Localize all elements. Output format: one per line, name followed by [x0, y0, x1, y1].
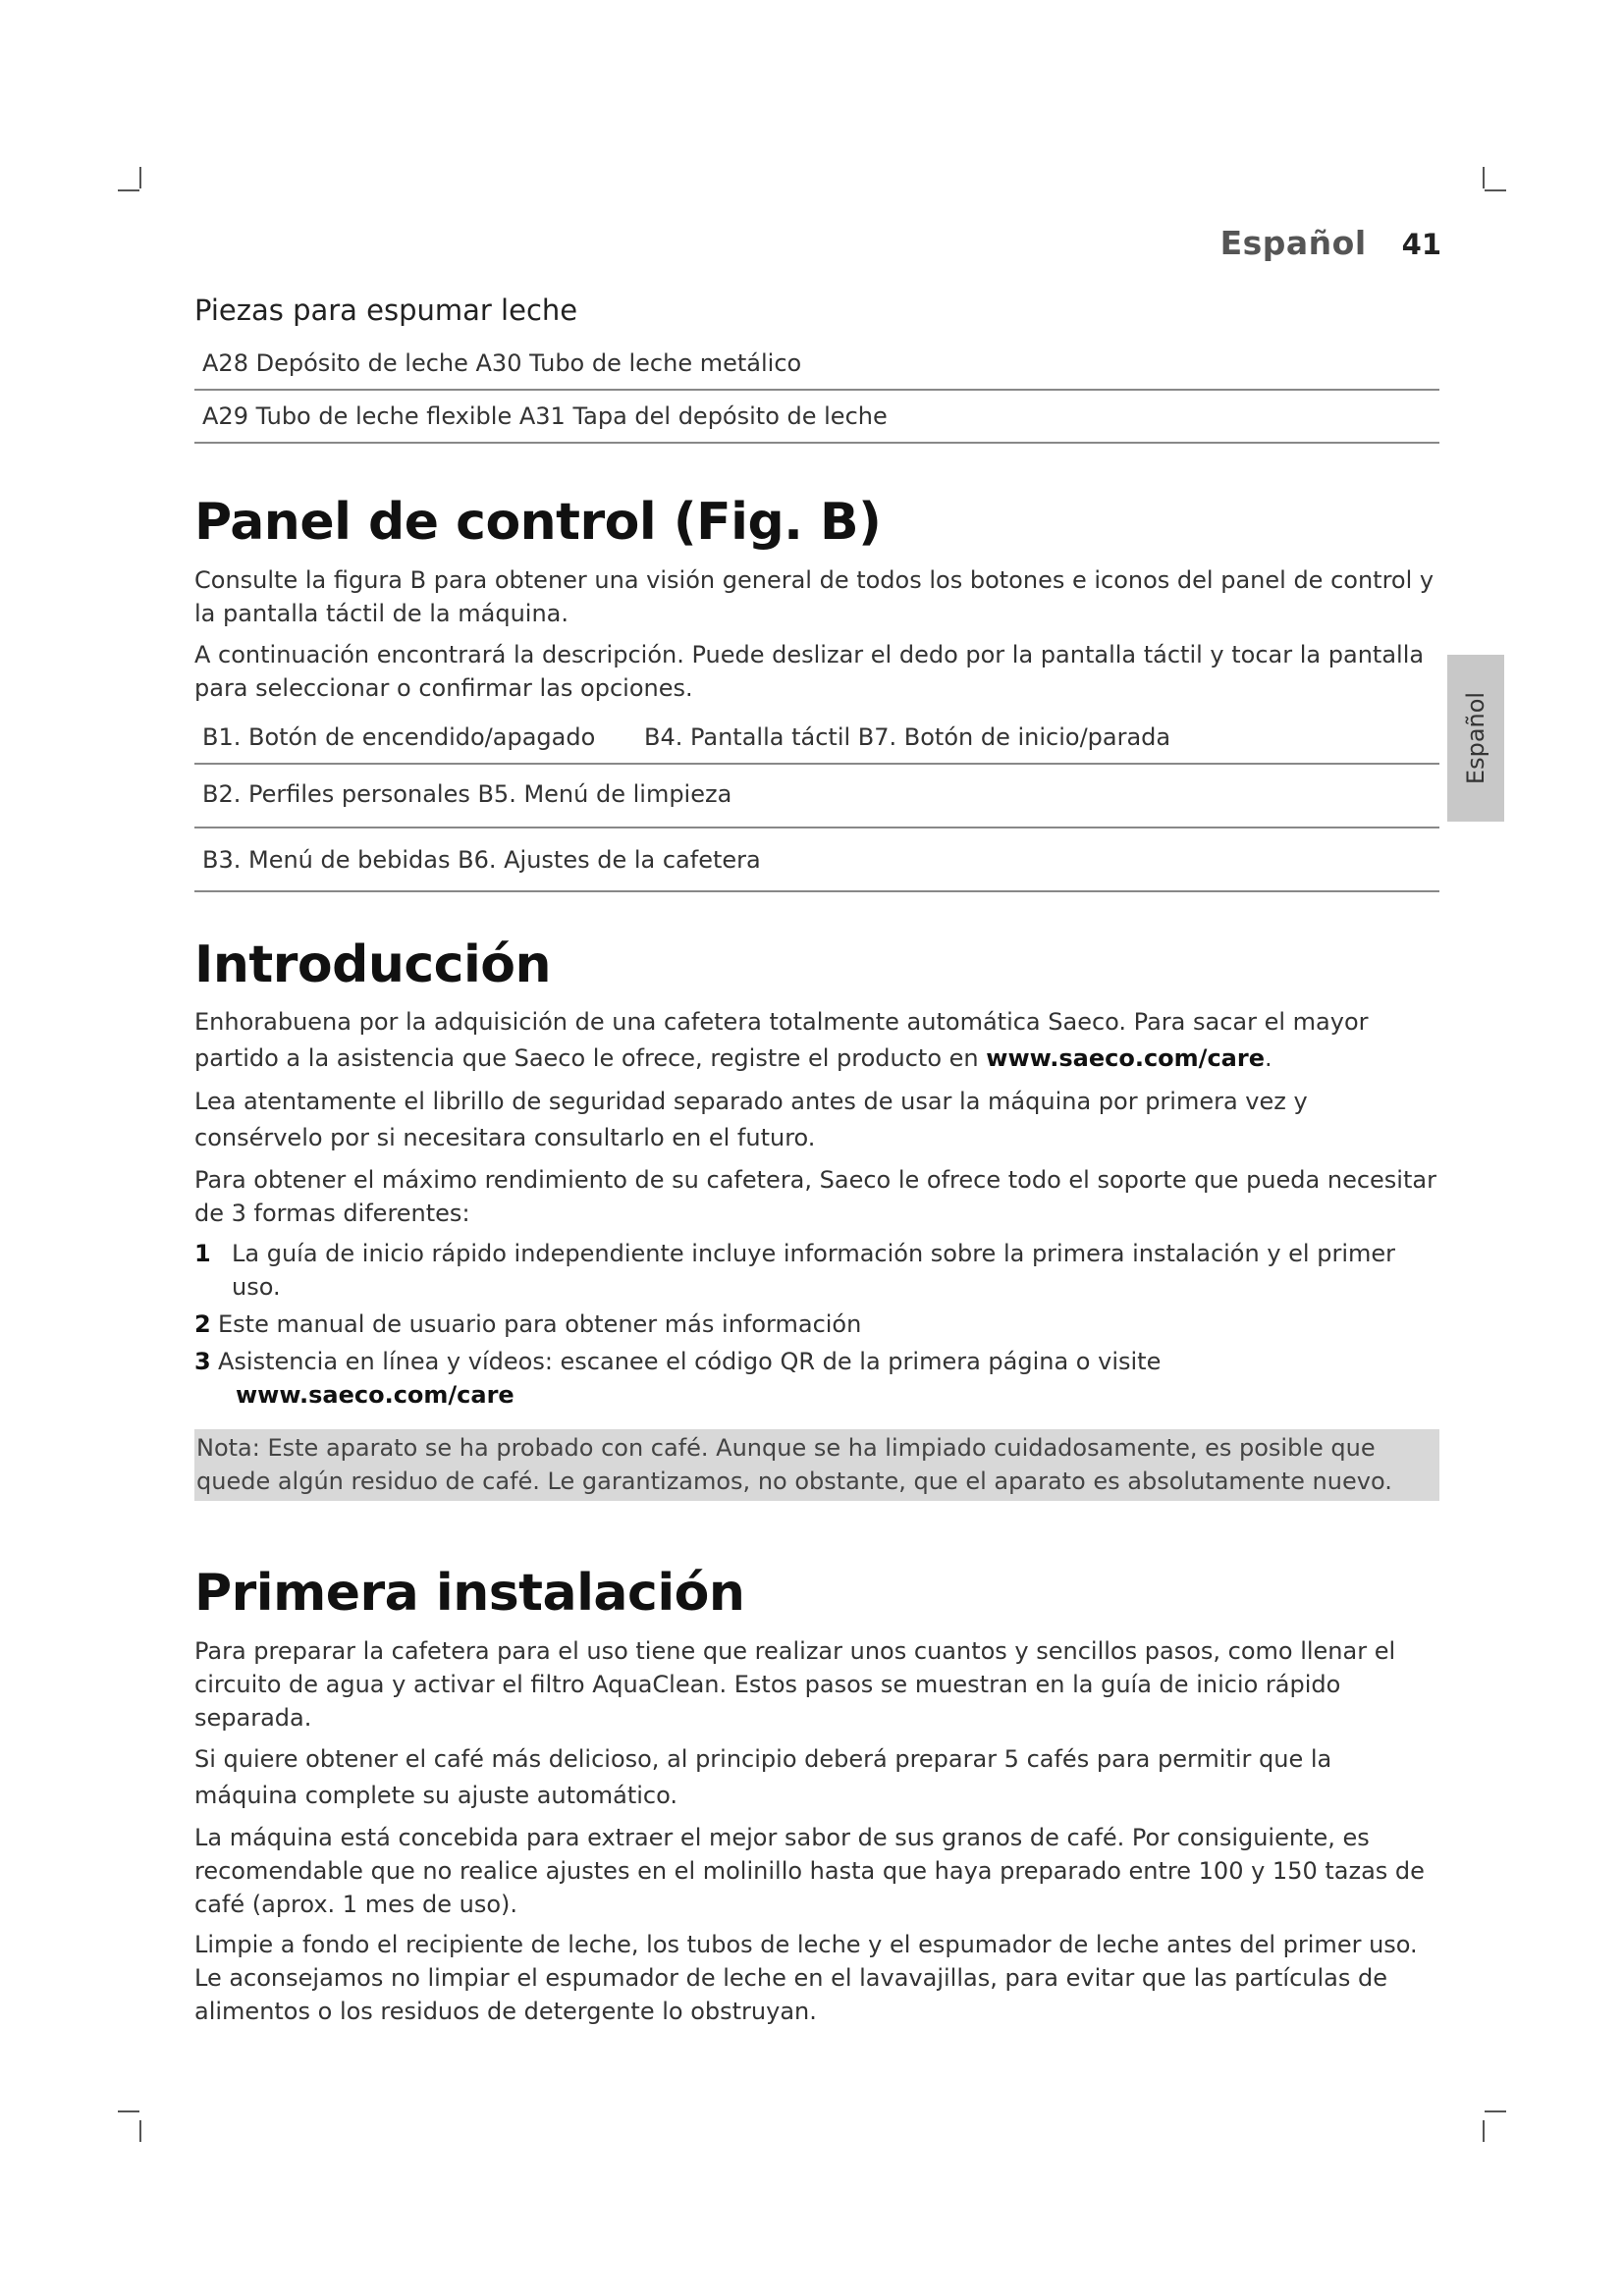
paragraph: Para obtener el máximo rendimiento de su cafetera, Saeco le ofrece todo el soporte que pueda necesitar de 3 formas diferentes: [194, 1166, 1436, 1227]
running-header [1220, 224, 1441, 262]
list-item [194, 1237, 1439, 1304]
crop-mark-bottom-left [139, 2120, 141, 2142]
control-panel-title: Panel de control (Fig. B) [194, 493, 882, 552]
table-cell: B1. Botón de encendido/apagado [194, 712, 636, 764]
list-number: 3 [194, 1348, 211, 1375]
page-content [194, 291, 1439, 2035]
table-row [194, 390, 1439, 443]
paragraph: Para preparar la cafetera para el uso tiene que realizar unos cuantos y sencillos pasos, como llenar el circuito de agua y activar el filtro AquaClean. Estos pasos se muestran en la guía de inicio rápido separada. [194, 1637, 1396, 1732]
saeco-care-link[interactable]: www.saeco.com/care [986, 1044, 1265, 1072]
table-cell: B3. Menú de bebidas B6. Ajustes de la cafetera [194, 828, 1439, 891]
table-row [194, 712, 1439, 764]
paragraph: Limpie a fondo el recipiente de leche, los tubos de leche y el espumador de leche antes del primer uso. Le aconsejamos no limpiar el espumador de leche en el lavavajillas, para evitar que las partículas de alimentos o los residuos de detergente lo obstruyan. [194, 1931, 1418, 2025]
language-side-tab [1447, 655, 1504, 822]
list-text [218, 1345, 1161, 1412]
milk-parts-heading: Piezas para espumar leche [194, 294, 578, 327]
paragraph: Si quiere obtener el café más delicioso, al principio deberá preparar 5 cafés para permitir que la máquina complete su ajuste automático. [194, 1745, 1332, 1809]
milk-parts-table [194, 338, 1439, 444]
list-number: 2 [194, 1310, 211, 1338]
note-box: Nota: Este aparato se ha probado con café. Aunque se ha limpiado cuidadosamente, es posible que quede algún residuo de café. Le garantizamos, no obstante, que el aparato es absolutamente nuevo. [194, 1429, 1439, 1501]
support-options-list [194, 1237, 1439, 1412]
list-number: 1 [194, 1240, 211, 1267]
list-text-part: Asistencia en línea y vídeos: escanee el código QR de la primera página o visite [218, 1348, 1162, 1375]
paragraph: A continuación encontrará la descripción. Puede deslizar el dedo por la pantalla táctil y tocar la pantalla para seleccionar o confirmar las opciones. [194, 641, 1425, 702]
crop-mark-top-left [118, 189, 139, 191]
table-row [194, 828, 1439, 891]
crop-mark-bottom-left [118, 2110, 139, 2112]
list-text: Este manual de usuario para obtener más información [218, 1310, 862, 1338]
crop-mark-bottom-right [1483, 2120, 1485, 2142]
crop-mark-top-left [139, 167, 141, 188]
table-row [194, 338, 1439, 390]
paragraph: Lea atentamente el librillo de seguridad separado antes de usar la máquina por primera vez y consérvelo por si necesitara consultarlo en el futuro. [194, 1088, 1308, 1151]
crop-mark-top-right [1485, 189, 1506, 191]
header-language: Español [1219, 224, 1367, 262]
list-text: La guía de inicio rápido independiente incluye información sobre la primera instalación y el primer uso. [232, 1240, 1395, 1301]
first-install-title: Primera instalación [194, 1564, 745, 1623]
side-tab-label: Español [1462, 691, 1490, 785]
crop-mark-top-right [1483, 167, 1485, 188]
table-cell: B4. Pantalla táctil B7. Botón de inicio/parada [636, 712, 1439, 764]
paragraph: La máquina está concebida para extraer el mejor sabor de sus granos de café. Por consiguiente, es recomendable que no realice ajustes en el molinillo hasta que haya preparado entre 100 y 150 tazas de café (aprox. 1 mes de uso). [194, 1824, 1425, 1918]
table-cell: A28 Depósito de leche A30 Tubo de leche metálico [194, 338, 1439, 390]
table-row [194, 764, 1439, 828]
paragraph: Consulte la figura B para obtener una visión general de todos los botones e iconos del panel de control y la pantalla táctil de la máquina. [194, 566, 1435, 627]
crop-mark-bottom-right [1485, 2110, 1506, 2112]
list-item [194, 1345, 1439, 1412]
page-number: 41 [1401, 228, 1441, 261]
table-cell: B2. Perfiles personales B5. Menú de limpieza [194, 764, 1439, 828]
intro-text-end: . [1264, 1044, 1272, 1072]
list-item [194, 1308, 1439, 1341]
intro-title: Introducción [194, 935, 552, 994]
saeco-care-link[interactable]: www.saeco.com/care [236, 1381, 514, 1409]
paragraph [194, 1004, 1439, 1077]
control-panel-table [194, 712, 1439, 892]
intro-text: Enhorabuena por la adquisición de una cafetera totalmente automática Saeco. Para sacar el mayor partido a la asistencia que Saeco le ofrece, registre el producto en [194, 1008, 1369, 1072]
table-cell: A29 Tubo de leche flexible A31 Tapa del depósito de leche [194, 390, 1439, 443]
